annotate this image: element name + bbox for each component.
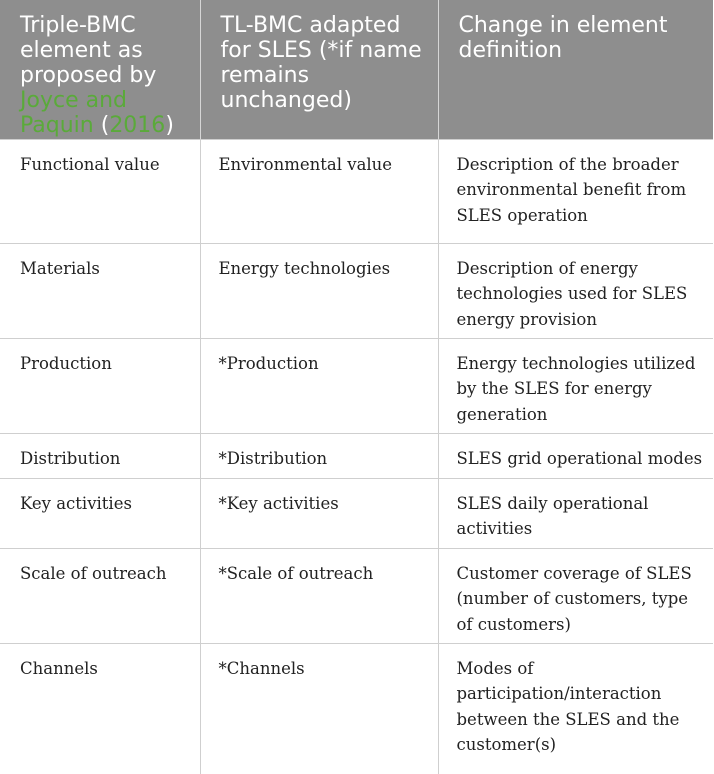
cell-adapted: *Production <box>200 338 438 433</box>
cell-change: Modes of participation/interaction between the SLES and the customer(s) <box>456 658 680 754</box>
cell-adapted: Environmental value <box>200 139 438 243</box>
header-change-definition: Change in element definition <box>438 0 713 139</box>
cell-element: Scale of outreach <box>0 548 200 643</box>
table-row <box>0 243 713 338</box>
citation-link-year[interactable]: 2016 <box>109 113 166 138</box>
header-col1-text: Triple-BMC element as proposed by <box>20 13 157 88</box>
cell-element: Materials <box>0 243 200 338</box>
cell-change: SLES grid operational modes <box>438 433 713 478</box>
table-row <box>0 643 713 774</box>
cell-change: Description of the broader environmental benefit from SLES operation <box>438 139 713 243</box>
citation-link-authors[interactable]: Joyce and Paquin <box>20 88 127 138</box>
table-row <box>0 338 713 433</box>
cell-element: Channels <box>0 643 200 774</box>
cell-change: Energy technologies utilized by the SLES for energy generation <box>438 338 713 433</box>
header-col1-paren-open: ( <box>93 113 110 138</box>
cell-adapted: *Key activities <box>200 478 438 548</box>
cell-adapted: *Channels <box>200 643 438 774</box>
cell-element: Functional value <box>0 139 200 243</box>
table-row <box>0 548 713 643</box>
cell-element: Key activities <box>0 478 200 548</box>
cell-change: SLES daily operational activities <box>438 478 713 548</box>
cell-adapted: Energy technologies <box>200 243 438 338</box>
header-col1-paren-close: ) <box>165 113 174 138</box>
cell-adapted: *Distribution <box>200 433 438 478</box>
cell-element: Distribution <box>0 433 200 478</box>
header-tl-bmc-adapted: TL-BMC adapted for SLES (*if name remains unchanged) <box>200 0 438 139</box>
cell-change: Description of energy technologies used for SLES energy provision <box>438 243 713 338</box>
table-row <box>0 478 713 548</box>
table-row <box>0 139 713 243</box>
table-row <box>0 433 713 478</box>
cell-adapted: *Scale of outreach <box>200 548 438 643</box>
table-header <box>0 0 713 139</box>
cell-element: Production <box>0 338 200 433</box>
cell-change: Customer coverage of SLES (number of customers, type of customers) <box>438 548 713 643</box>
table-body <box>0 139 713 774</box>
header-row <box>0 0 713 139</box>
header-triple-bmc-element <box>0 0 200 139</box>
